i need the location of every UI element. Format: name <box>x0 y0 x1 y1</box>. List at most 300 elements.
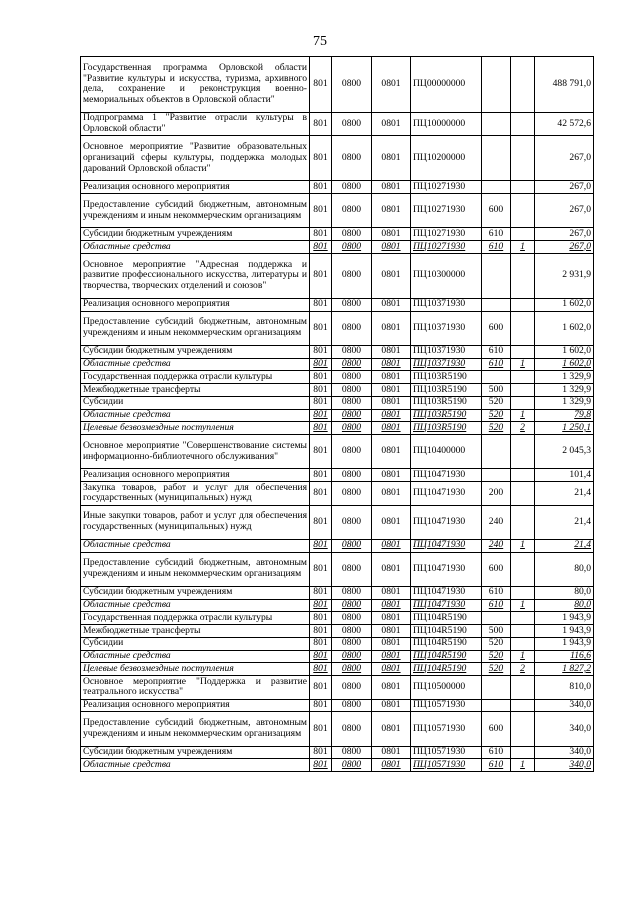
row-subsection: 0801 <box>372 746 411 759</box>
row-subsection: 0801 <box>372 384 411 397</box>
row-section: 0800 <box>332 371 372 384</box>
row-subsection: 0801 <box>372 469 411 482</box>
row-sum: 1 827,2 <box>535 663 594 676</box>
row-sum: 79,8 <box>535 409 594 422</box>
row-category <box>511 311 535 345</box>
row-category: 1 <box>511 358 535 371</box>
row-name: Реализация основного мероприятия <box>81 699 310 712</box>
row-subsection: 0801 <box>372 358 411 371</box>
row-name: Подпрограмма 1 "Развитие отрасли культуры в Орловской области" <box>81 112 310 136</box>
row-code: 801 <box>310 712 332 746</box>
row-sum: 267,0 <box>535 241 594 254</box>
row-section: 0800 <box>332 612 372 625</box>
row-category: 1 <box>511 241 535 254</box>
row-category <box>511 181 535 194</box>
row-subsection: 0801 <box>372 409 411 422</box>
row-subsection: 0801 <box>372 112 411 136</box>
row-subsection: 0801 <box>372 539 411 552</box>
row-article: ПЦ10371930 <box>411 358 482 371</box>
row-sum: 1 943,9 <box>535 625 594 638</box>
row-article: ПЦ104R5190 <box>411 650 482 663</box>
row-sum: 21,4 <box>535 482 594 506</box>
row-name: Субсидии бюджетным учреждениям <box>81 228 310 241</box>
row-article: ПЦ10271930 <box>411 228 482 241</box>
row-sum: 80,0 <box>535 599 594 612</box>
row-sum: 1 602,0 <box>535 311 594 345</box>
row-code: 801 <box>310 384 332 397</box>
row-category <box>511 112 535 136</box>
row-article: ПЦ104R5190 <box>411 612 482 625</box>
row-sum: 1 329,9 <box>535 384 594 397</box>
row-name: Реализация основного мероприятия <box>81 181 310 194</box>
row-code: 801 <box>310 552 332 586</box>
table-row <box>81 112 594 136</box>
row-expense-type <box>482 435 511 469</box>
row-article: ПЦ10500000 <box>411 676 482 700</box>
row-expense-type: 610 <box>482 358 511 371</box>
row-subsection: 0801 <box>372 625 411 638</box>
row-name: Межбюджетные трансферты <box>81 384 310 397</box>
row-article: ПЦ00000000 <box>411 57 482 113</box>
row-expense-type <box>482 298 511 311</box>
row-name: Субсидии бюджетным учреждениям <box>81 586 310 599</box>
row-subsection: 0801 <box>372 241 411 254</box>
row-name: Государственная программа Орловской области "Развитие культуры и искусства, туризма, архивного дела, сохранение и реконструкция военно-мемориальных объектов в Орловской области" <box>81 57 310 113</box>
row-subsection: 0801 <box>372 298 411 311</box>
row-article: ПЦ103R5190 <box>411 422 482 435</box>
row-expense-type: 520 <box>482 396 511 409</box>
row-subsection: 0801 <box>372 194 411 228</box>
row-subsection: 0801 <box>372 663 411 676</box>
row-name: Предоставление субсидий бюджетным, автономным учреждениям и иным некоммерческим организациям <box>81 712 310 746</box>
row-subsection: 0801 <box>372 650 411 663</box>
row-expense-type: 520 <box>482 409 511 422</box>
row-section: 0800 <box>332 637 372 650</box>
row-subsection: 0801 <box>372 759 411 772</box>
row-expense-type: 600 <box>482 712 511 746</box>
row-code: 801 <box>310 409 332 422</box>
table-row <box>81 699 594 712</box>
row-sum: 1 602,0 <box>535 345 594 358</box>
row-subsection: 0801 <box>372 482 411 506</box>
row-code: 801 <box>310 612 332 625</box>
row-code: 801 <box>310 469 332 482</box>
row-code: 801 <box>310 759 332 772</box>
row-sum: 116,6 <box>535 650 594 663</box>
row-section: 0800 <box>332 539 372 552</box>
row-sum: 21,4 <box>535 505 594 539</box>
row-name: Основное мероприятие "Адресная поддержка и развитие профессионального искусства, литературы и творчества, творческих отделений и союзов" <box>81 253 310 298</box>
row-code: 801 <box>310 57 332 113</box>
row-name: Областные средства <box>81 409 310 422</box>
row-name: Субсидии <box>81 396 310 409</box>
row-code: 801 <box>310 663 332 676</box>
page-number: 75 <box>313 34 327 49</box>
row-category <box>511 345 535 358</box>
row-sum: 80,0 <box>535 586 594 599</box>
row-category <box>511 57 535 113</box>
row-article: ПЦ103R5190 <box>411 371 482 384</box>
table-row <box>81 599 594 612</box>
table-row <box>81 345 594 358</box>
row-expense-type: 610 <box>482 345 511 358</box>
row-subsection: 0801 <box>372 371 411 384</box>
row-code: 801 <box>310 746 332 759</box>
row-category <box>511 435 535 469</box>
table-row <box>81 505 594 539</box>
row-section: 0800 <box>332 676 372 700</box>
row-name: Предоставление субсидий бюджетным, автономным учреждениям и иным некоммерческим организациям <box>81 552 310 586</box>
row-code: 801 <box>310 586 332 599</box>
table-row <box>81 663 594 676</box>
row-article: ПЦ103R5190 <box>411 396 482 409</box>
row-category: 1 <box>511 759 535 772</box>
row-code: 801 <box>310 676 332 700</box>
row-article: ПЦ104R5190 <box>411 637 482 650</box>
row-article: ПЦ10571930 <box>411 746 482 759</box>
row-code: 801 <box>310 181 332 194</box>
row-sum: 267,0 <box>535 194 594 228</box>
row-article: ПЦ10471930 <box>411 482 482 506</box>
row-section: 0800 <box>332 586 372 599</box>
row-subsection: 0801 <box>372 57 411 113</box>
row-category: 1 <box>511 539 535 552</box>
row-expense-type: 610 <box>482 599 511 612</box>
row-expense-type: 600 <box>482 311 511 345</box>
row-code: 801 <box>310 253 332 298</box>
row-category <box>511 676 535 700</box>
row-section: 0800 <box>332 228 372 241</box>
row-code: 801 <box>310 650 332 663</box>
row-code: 801 <box>310 228 332 241</box>
table-row <box>81 539 594 552</box>
row-subsection: 0801 <box>372 552 411 586</box>
row-expense-type <box>482 57 511 113</box>
row-name: Областные средства <box>81 539 310 552</box>
row-sum: 810,0 <box>535 676 594 700</box>
row-name: Закупка товаров, работ и услуг для обеспечения государственных (муниципальных) нужд <box>81 482 310 506</box>
table-row <box>81 181 594 194</box>
table-row <box>81 612 594 625</box>
row-article: ПЦ10471930 <box>411 505 482 539</box>
row-section: 0800 <box>332 384 372 397</box>
table-row <box>81 625 594 638</box>
row-article: ПЦ10371930 <box>411 298 482 311</box>
row-subsection: 0801 <box>372 228 411 241</box>
row-name: Областные средства <box>81 650 310 663</box>
row-category <box>511 194 535 228</box>
row-expense-type: 200 <box>482 482 511 506</box>
table-row <box>81 712 594 746</box>
row-expense-type <box>482 181 511 194</box>
row-article: ПЦ10571930 <box>411 699 482 712</box>
table-row <box>81 396 594 409</box>
row-sum: 267,0 <box>535 181 594 194</box>
row-name: Предоставление субсидий бюджетным, автономным учреждениям и иным некоммерческим организациям <box>81 194 310 228</box>
row-expense-type: 520 <box>482 637 511 650</box>
row-subsection: 0801 <box>372 422 411 435</box>
row-section: 0800 <box>332 311 372 345</box>
row-name: Областные средства <box>81 358 310 371</box>
row-article: ПЦ10371930 <box>411 311 482 345</box>
row-sum: 1 602,0 <box>535 358 594 371</box>
row-article: ПЦ10271930 <box>411 181 482 194</box>
row-expense-type <box>482 136 511 181</box>
row-name: Областные средства <box>81 599 310 612</box>
row-sum: 340,0 <box>535 759 594 772</box>
row-expense-type <box>482 699 511 712</box>
row-section: 0800 <box>332 181 372 194</box>
row-article: ПЦ104R5190 <box>411 625 482 638</box>
row-subsection: 0801 <box>372 345 411 358</box>
row-article: ПЦ10471930 <box>411 469 482 482</box>
row-sum: 488 791,0 <box>535 57 594 113</box>
row-category <box>511 625 535 638</box>
row-code: 801 <box>310 112 332 136</box>
row-section: 0800 <box>332 358 372 371</box>
row-sum: 101,4 <box>535 469 594 482</box>
row-sum: 1 943,9 <box>535 612 594 625</box>
row-expense-type <box>482 371 511 384</box>
row-subsection: 0801 <box>372 435 411 469</box>
row-subsection: 0801 <box>372 676 411 700</box>
row-category <box>511 228 535 241</box>
row-code: 801 <box>310 625 332 638</box>
table-row <box>81 384 594 397</box>
row-subsection: 0801 <box>372 637 411 650</box>
row-article: ПЦ103R5190 <box>411 384 482 397</box>
row-name: Областные средства <box>81 759 310 772</box>
row-category <box>511 371 535 384</box>
row-subsection: 0801 <box>372 253 411 298</box>
row-section: 0800 <box>332 699 372 712</box>
row-subsection: 0801 <box>372 699 411 712</box>
row-category <box>511 746 535 759</box>
row-code: 801 <box>310 435 332 469</box>
row-category <box>511 253 535 298</box>
table-row <box>81 228 594 241</box>
table-row <box>81 759 594 772</box>
row-article: ПЦ10471930 <box>411 599 482 612</box>
row-article: ПЦ10371930 <box>411 345 482 358</box>
row-subsection: 0801 <box>372 586 411 599</box>
row-section: 0800 <box>332 298 372 311</box>
row-name: Областные средства <box>81 241 310 254</box>
budget-table-body <box>81 57 594 772</box>
row-name: Государственная поддержка отрасли культуры <box>81 612 310 625</box>
row-code: 801 <box>310 298 332 311</box>
table-row <box>81 435 594 469</box>
row-article: ПЦ10471930 <box>411 552 482 586</box>
budget-table <box>80 56 594 772</box>
row-section: 0800 <box>332 759 372 772</box>
table-row <box>81 676 594 700</box>
row-name: Реализация основного мероприятия <box>81 469 310 482</box>
row-category <box>511 552 535 586</box>
row-section: 0800 <box>332 663 372 676</box>
table-row <box>81 253 594 298</box>
table-row <box>81 637 594 650</box>
row-section: 0800 <box>332 409 372 422</box>
row-category: 1 <box>511 409 535 422</box>
row-name: Межбюджетные трансферты <box>81 625 310 638</box>
row-sum: 1 329,9 <box>535 396 594 409</box>
row-expense-type <box>482 676 511 700</box>
row-category <box>511 699 535 712</box>
row-code: 801 <box>310 422 332 435</box>
row-name: Субсидии <box>81 637 310 650</box>
row-name: Иные закупки товаров, работ и услуг для обеспечения государственных (муниципальных) нужд <box>81 505 310 539</box>
row-code: 801 <box>310 396 332 409</box>
row-name: Предоставление субсидий бюджетным, автономным учреждениям и иным некоммерческим организациям <box>81 311 310 345</box>
row-name: Реализация основного мероприятия <box>81 298 310 311</box>
row-sum: 267,0 <box>535 228 594 241</box>
row-expense-type: 610 <box>482 759 511 772</box>
table-row <box>81 482 594 506</box>
row-subsection: 0801 <box>372 505 411 539</box>
row-category <box>511 396 535 409</box>
row-sum: 1 329,9 <box>535 371 594 384</box>
row-sum: 2 045,3 <box>535 435 594 469</box>
row-section: 0800 <box>332 505 372 539</box>
row-article: ПЦ10571930 <box>411 712 482 746</box>
row-article: ПЦ10471930 <box>411 539 482 552</box>
row-sum: 1 943,9 <box>535 637 594 650</box>
row-expense-type: 520 <box>482 663 511 676</box>
row-section: 0800 <box>332 650 372 663</box>
row-section: 0800 <box>332 746 372 759</box>
row-category: 2 <box>511 663 535 676</box>
row-expense-type: 610 <box>482 228 511 241</box>
row-name: Основное мероприятие "Поддержка и развитие театрального искусства" <box>81 676 310 700</box>
table-row <box>81 586 594 599</box>
row-expense-type: 610 <box>482 746 511 759</box>
row-code: 801 <box>310 371 332 384</box>
row-article: ПЦ103R5190 <box>411 409 482 422</box>
row-subsection: 0801 <box>372 181 411 194</box>
row-name: Субсидии бюджетным учреждениям <box>81 345 310 358</box>
row-expense-type <box>482 469 511 482</box>
row-sum: 267,0 <box>535 136 594 181</box>
row-name: Основное мероприятие "Совершенствование системы информационно-библиотечного обслуживания" <box>81 435 310 469</box>
row-subsection: 0801 <box>372 311 411 345</box>
table-row <box>81 358 594 371</box>
table-row <box>81 469 594 482</box>
row-name: Государственная поддержка отрасли культуры <box>81 371 310 384</box>
row-section: 0800 <box>332 482 372 506</box>
row-code: 801 <box>310 699 332 712</box>
row-name: Целевые безвозмездные поступления <box>81 422 310 435</box>
row-sum: 21,4 <box>535 539 594 552</box>
row-section: 0800 <box>332 57 372 113</box>
row-expense-type: 500 <box>482 384 511 397</box>
table-row <box>81 409 594 422</box>
row-sum: 1 602,0 <box>535 298 594 311</box>
row-code: 801 <box>310 136 332 181</box>
row-category: 1 <box>511 650 535 663</box>
row-sum: 42 572,6 <box>535 112 594 136</box>
row-category: 1 <box>511 599 535 612</box>
row-section: 0800 <box>332 253 372 298</box>
row-code: 801 <box>310 505 332 539</box>
row-section: 0800 <box>332 469 372 482</box>
row-code: 801 <box>310 194 332 228</box>
row-category <box>511 505 535 539</box>
row-expense-type: 600 <box>482 552 511 586</box>
row-section: 0800 <box>332 599 372 612</box>
row-category <box>511 637 535 650</box>
row-expense-type <box>482 112 511 136</box>
row-subsection: 0801 <box>372 612 411 625</box>
row-code: 801 <box>310 637 332 650</box>
row-section: 0800 <box>332 241 372 254</box>
row-article: ПЦ10271930 <box>411 241 482 254</box>
table-row <box>81 746 594 759</box>
table-row <box>81 194 594 228</box>
row-category <box>511 712 535 746</box>
table-row <box>81 650 594 663</box>
row-expense-type <box>482 612 511 625</box>
row-category <box>511 384 535 397</box>
row-category <box>511 482 535 506</box>
row-expense-type: 600 <box>482 194 511 228</box>
row-section: 0800 <box>332 112 372 136</box>
row-name: Основное мероприятие "Развитие образовательных организаций сферы культуры, поддержка молодых дарований Орловской области" <box>81 136 310 181</box>
row-subsection: 0801 <box>372 136 411 181</box>
row-subsection: 0801 <box>372 712 411 746</box>
table-row <box>81 552 594 586</box>
row-expense-type: 610 <box>482 241 511 254</box>
row-article: ПЦ10471930 <box>411 586 482 599</box>
row-category <box>511 586 535 599</box>
row-sum: 1 250,1 <box>535 422 594 435</box>
row-code: 801 <box>310 482 332 506</box>
row-code: 801 <box>310 599 332 612</box>
row-article: ПЦ104R5190 <box>411 663 482 676</box>
table-row <box>81 241 594 254</box>
row-category <box>511 612 535 625</box>
row-expense-type: 610 <box>482 586 511 599</box>
row-sum: 340,0 <box>535 699 594 712</box>
row-subsection: 0801 <box>372 599 411 612</box>
row-article: ПЦ10000000 <box>411 112 482 136</box>
row-section: 0800 <box>332 552 372 586</box>
row-section: 0800 <box>332 396 372 409</box>
row-code: 801 <box>310 345 332 358</box>
row-category <box>511 136 535 181</box>
row-article: ПЦ10400000 <box>411 435 482 469</box>
row-code: 801 <box>310 539 332 552</box>
row-expense-type: 500 <box>482 625 511 638</box>
row-category <box>511 469 535 482</box>
row-subsection: 0801 <box>372 396 411 409</box>
row-expense-type: 240 <box>482 539 511 552</box>
row-category: 2 <box>511 422 535 435</box>
table-row <box>81 422 594 435</box>
row-expense-type: 520 <box>482 422 511 435</box>
table-row <box>81 298 594 311</box>
row-section: 0800 <box>332 194 372 228</box>
row-expense-type <box>482 253 511 298</box>
row-article: ПЦ10200000 <box>411 136 482 181</box>
row-section: 0800 <box>332 625 372 638</box>
table-row <box>81 311 594 345</box>
table-row <box>81 371 594 384</box>
row-name: Целевые безвозмездные поступления <box>81 663 310 676</box>
row-article: ПЦ10571930 <box>411 759 482 772</box>
row-sum: 80,0 <box>535 552 594 586</box>
row-section: 0800 <box>332 345 372 358</box>
